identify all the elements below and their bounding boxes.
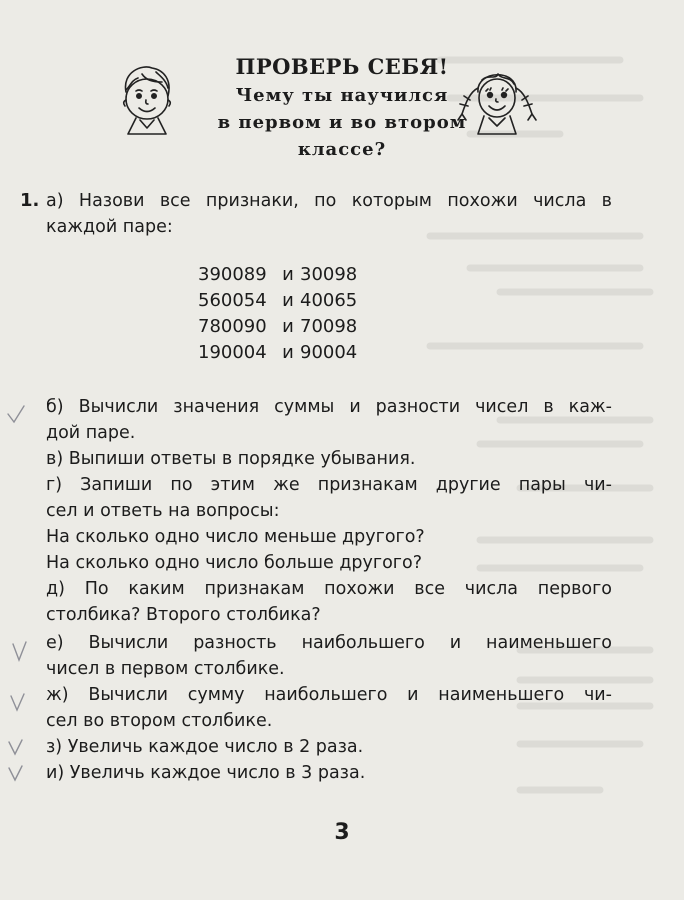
task-item-line: дой паре. — [46, 423, 136, 443]
pencil-check-mark — [6, 762, 26, 784]
pair-first-number: 780090 — [198, 316, 267, 337]
number-pair — [198, 314, 357, 340]
number-pair — [198, 288, 357, 314]
pair-second-number: 90004 — [300, 342, 358, 363]
subtitle-line-3: классе? — [297, 139, 387, 160]
task-item-line: д) По каким признакам похожи все числа первого — [46, 579, 612, 599]
subtitle-line-1: Чему ты научился — [235, 85, 449, 106]
pair-conjunction: и — [282, 290, 294, 311]
pair-second-number: 40065 — [300, 290, 358, 311]
task-line: а) Назови все признаки, по которым похожи числа в — [46, 191, 612, 211]
pair-first-number: 390089 — [198, 264, 267, 285]
task-line: каждой паре: — [46, 217, 173, 237]
pencil-check-mark — [6, 736, 26, 758]
task-item-line: в) Выпиши ответы в порядке убывания. — [46, 449, 416, 469]
task-item-line: з) Увеличь каждое число в 2 раза. — [46, 737, 364, 757]
task-item-line: е) Вычисли разность наибольшего и наименьшего — [46, 633, 612, 653]
task-item-line: сел во втором столбике. — [46, 711, 273, 731]
page-number: 3 — [334, 820, 350, 845]
lesson-header — [0, 52, 684, 163]
pair-second-number: 70098 — [300, 316, 358, 337]
task-item-line: и) Увеличь каждое число в 3 раза. — [46, 763, 366, 783]
task-item-line: сел и ответь на вопросы: — [46, 501, 280, 521]
task-item-line: б) Вычисли значения суммы и разности чисел в каж- — [46, 397, 612, 417]
pencil-check-mark — [4, 404, 28, 426]
pair-conjunction: и — [282, 342, 294, 363]
task-item-line: На сколько одно число больше другого? — [46, 553, 422, 573]
pair-second-number: 30098 — [300, 264, 358, 285]
task-item-line: На сколько одно число меньше другого? — [46, 527, 425, 547]
pair-conjunction: и — [282, 264, 294, 285]
task-number: 1. — [20, 190, 40, 211]
subtitle-line-2: в первом и во втором — [217, 112, 467, 133]
pair-conjunction: и — [282, 316, 294, 337]
number-pair — [198, 262, 357, 288]
pair-first-number: 560054 — [198, 290, 267, 311]
task-item-line: ж) Вычисли сумму наибольшего и наименьшего чи- — [46, 685, 612, 705]
task-item-line: чисел в первом столбике. — [46, 659, 285, 679]
number-pair — [198, 340, 357, 366]
task-item-line: г) Запиши по этим же признакам другие пары чи- — [46, 475, 612, 495]
task-item-line: столбика? Второго столбика? — [46, 605, 321, 625]
pencil-check-mark — [10, 640, 30, 664]
number-pairs — [198, 262, 357, 366]
page-title: ПРОВЕРЬ СЕБЯ! — [235, 54, 449, 79]
pair-first-number: 190004 — [198, 342, 267, 363]
pencil-check-mark — [8, 690, 28, 714]
